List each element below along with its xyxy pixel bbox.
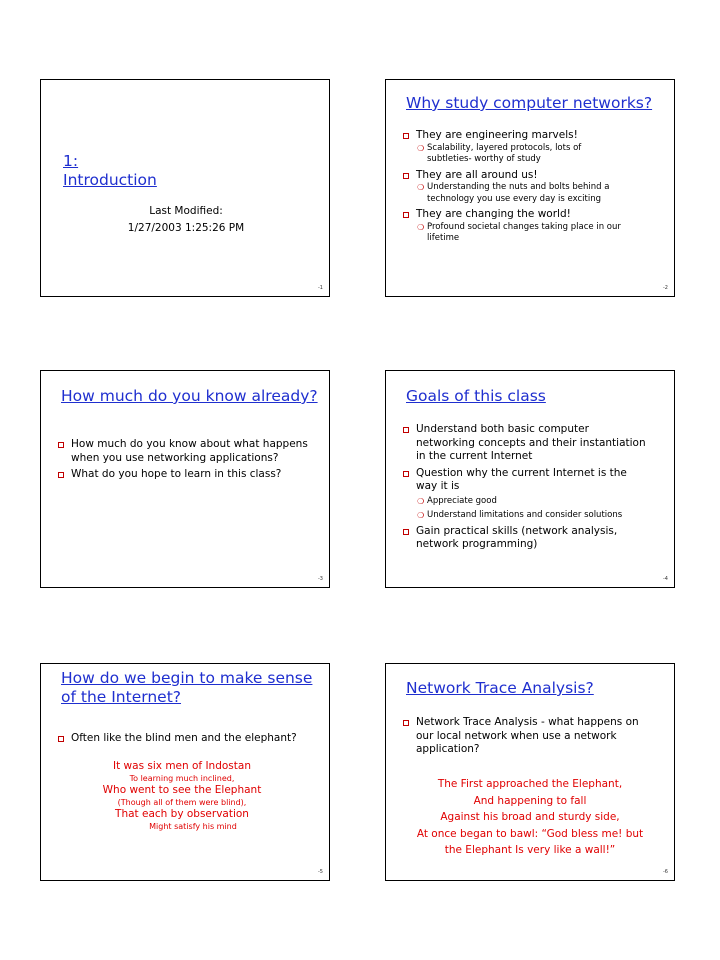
bullet-marker-icon [403,471,409,477]
sub-bullet-marker-icon: ❍ [417,143,425,153]
slide-6 [385,663,675,881]
bullet-item: What do you hope to learn in this class? [55,468,323,482]
sub-bullet-item: ❍ Appreciate good [417,495,497,506]
sub-bullet-marker-icon: ❍ [417,496,425,506]
poem-line: the Elephant Is very like a wall!” [444,844,616,856]
sub-bullet-marker-icon: ❍ [417,222,425,232]
sub-bullet-item: ❍ Understand limitations and consider solutions [417,510,623,520]
slide-title: Network Trace Analysis? [406,679,594,697]
bullet-item: Network Trace Analysis - what happens on [400,716,668,730]
sub-bullet-marker-icon: ❍ [417,183,425,192]
bullet-item: Gain practical skills (network analysis, [400,525,668,539]
sub-bullet-item: lifetime [427,233,460,243]
bullet-list [400,423,668,552]
bullet-marker-icon [403,133,409,139]
page-number: -1 [318,285,323,291]
slide-3 [40,370,330,588]
slide-5 [40,663,330,881]
poem-line: To learning much inclined, [129,774,235,783]
bullet-marker-icon [403,529,409,535]
poem-line: And happening to fall [473,794,587,807]
bullet-marker-icon [58,736,64,742]
poem-line: (Though all of them were blind), [117,798,247,807]
bullet-item-continuation: our local network when use a network [416,729,617,742]
bullet-item-continuation: network programming) [416,538,538,550]
sub-bullet-item: ❍ Understanding the nuts and bolts behind a [417,182,610,192]
sub-bullet-item: ❍ Scalability, layered protocols, lots of [417,142,582,153]
page-number: -5 [318,869,323,875]
page-number: -4 [663,576,668,582]
bullet-marker-icon [403,427,409,433]
bullet-item-continuation: networking concepts and their instantiation [416,436,646,449]
poem-line: At once began to bawl: “God bless me! but [416,827,644,840]
bullet-marker-icon [58,442,64,448]
poem [394,776,666,859]
slide-title: Introduction [63,171,157,189]
bullet-marker-icon [403,212,409,218]
bullet-list [400,129,668,245]
poem-line: Who went to see the Elephant [102,784,262,796]
bullet-item: How much do you know about what happens [55,438,323,452]
last-modified-label: Last Modified: [149,205,223,217]
bullet-item: Often like the blind men and the elephant? [55,732,323,746]
slide-title: Goals of this class [406,387,546,405]
sub-bullet-item: technology you use every day is exciting [427,193,601,204]
bullet-item-continuation: application? [416,743,480,755]
slide-1 [40,79,330,297]
sub-bullet-item: ❍ Profound societal changes taking place in our [417,221,621,232]
slide-2 [385,79,675,297]
page-number: -2 [663,285,668,291]
poem-line: It was six men of Indostan [113,760,251,772]
bullet-item: They are all around us! [400,169,668,183]
bullet-marker-icon [58,472,64,478]
page-number: -6 [663,869,668,875]
bullet-list [400,716,668,757]
last-modified-value: 1/27/2003 1:25:26 PM [127,222,245,234]
bullet-list [55,438,323,482]
sub-bullet-marker-icon: ❍ [417,511,425,520]
bullet-item-continuation: when you use networking applications? [71,451,279,464]
poem [87,760,277,832]
bullet-item: They are changing the world! [400,208,668,222]
poem-line: The First approached the Elephant, [437,778,623,790]
bullet-marker-icon [403,173,409,179]
bullet-item: Question why the current Internet is the [400,467,668,481]
slide-4 [385,370,675,588]
slide-title: Why study computer networks? [406,94,653,112]
poem-line: That each by observation [115,808,249,820]
bullet-item: They are engineering marvels! [400,129,668,143]
slide-title: of the Internet? [61,688,182,706]
slide-title: How much do you know already? [61,387,318,405]
slide-title: 1: [63,152,79,170]
poem-line: Might satisfy his mind [149,822,237,831]
slide-title: How do we begin to make sense [61,669,313,687]
bullet-item: Understand both basic computer [400,423,668,437]
bullet-marker-icon [403,720,409,726]
bullet-list [55,732,323,746]
poem-line: Against his broad and sturdy side, [440,811,620,823]
bullet-item-continuation: in the current Internet [416,450,533,462]
bullet-item-continuation: way it is [416,480,460,492]
page-number: -3 [318,576,323,582]
sub-bullet-item: subtleties- worthy of study [427,154,541,164]
